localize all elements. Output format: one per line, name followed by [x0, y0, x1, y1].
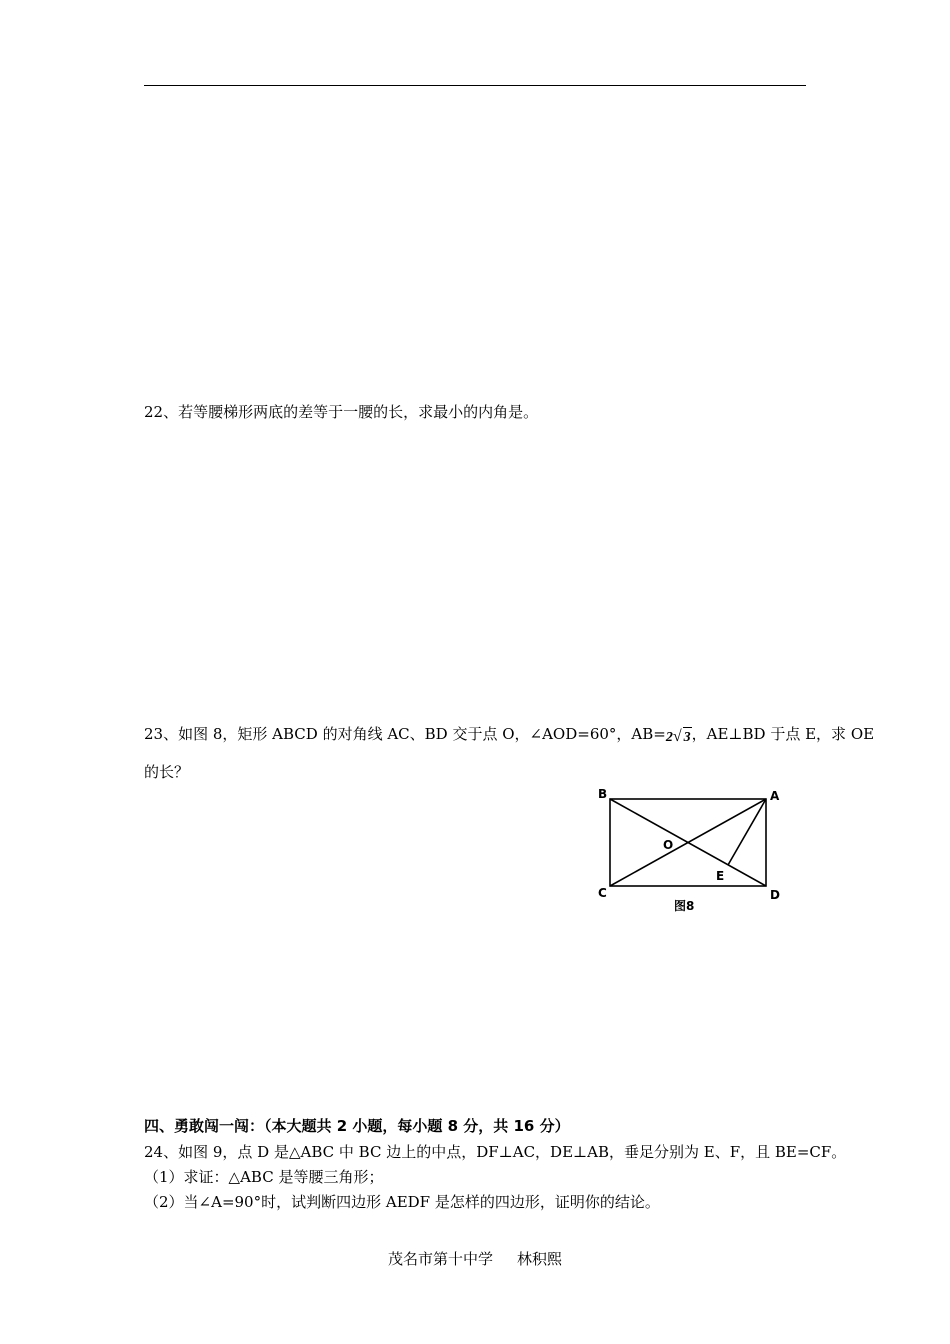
question-24-part-1: （1）求证：△ABC 是等腰三角形； — [144, 1168, 384, 1186]
figure-8 — [590, 782, 790, 912]
label-o: O — [663, 838, 674, 852]
question-22: 22、若等腰梯形两底的差等于一腰的长，求最小的内角是。 — [144, 403, 539, 421]
figure-caption: 图8 — [674, 899, 695, 912]
header-rule — [144, 85, 806, 86]
footer-author: 林积熙 — [517, 1250, 563, 1268]
label-e: E — [716, 869, 725, 883]
footer-school: 茂名市第十中学 — [387, 1250, 493, 1268]
question-23 — [144, 724, 874, 746]
label-a: A — [770, 789, 780, 803]
label-d: D — [770, 888, 780, 902]
label-b: B — [598, 787, 608, 801]
question-23-line2: 的长？ — [144, 763, 190, 781]
question-23-text-cont: ，AE⊥BD 于点 E，求 OE — [691, 725, 875, 743]
page-footer — [0, 1248, 950, 1269]
section-4-heading: 四、勇敢闯一闯：（本大题共 2 小题，每小题 8 分，共 16 分） — [144, 1117, 570, 1135]
question-24: 24、如图 9，点 D 是△ABC 中 BC 边上的中点，DF⊥AC，DE⊥AB，垂足分别为 E、F，且 BE=CF。 — [144, 1143, 847, 1161]
radical-expression: 2√ 3 — [666, 730, 692, 745]
label-c: C — [598, 886, 607, 900]
question-23-text: 23、如图 8，矩形 ABCD 的对角线 AC、BD 交于点 O，∠AOD=60°，AB= — [144, 725, 666, 743]
question-24-part-2: （2）当∠A=90°时，试判断四边形 AEDF 是怎样的四边形，证明你的结论。 — [144, 1193, 660, 1211]
